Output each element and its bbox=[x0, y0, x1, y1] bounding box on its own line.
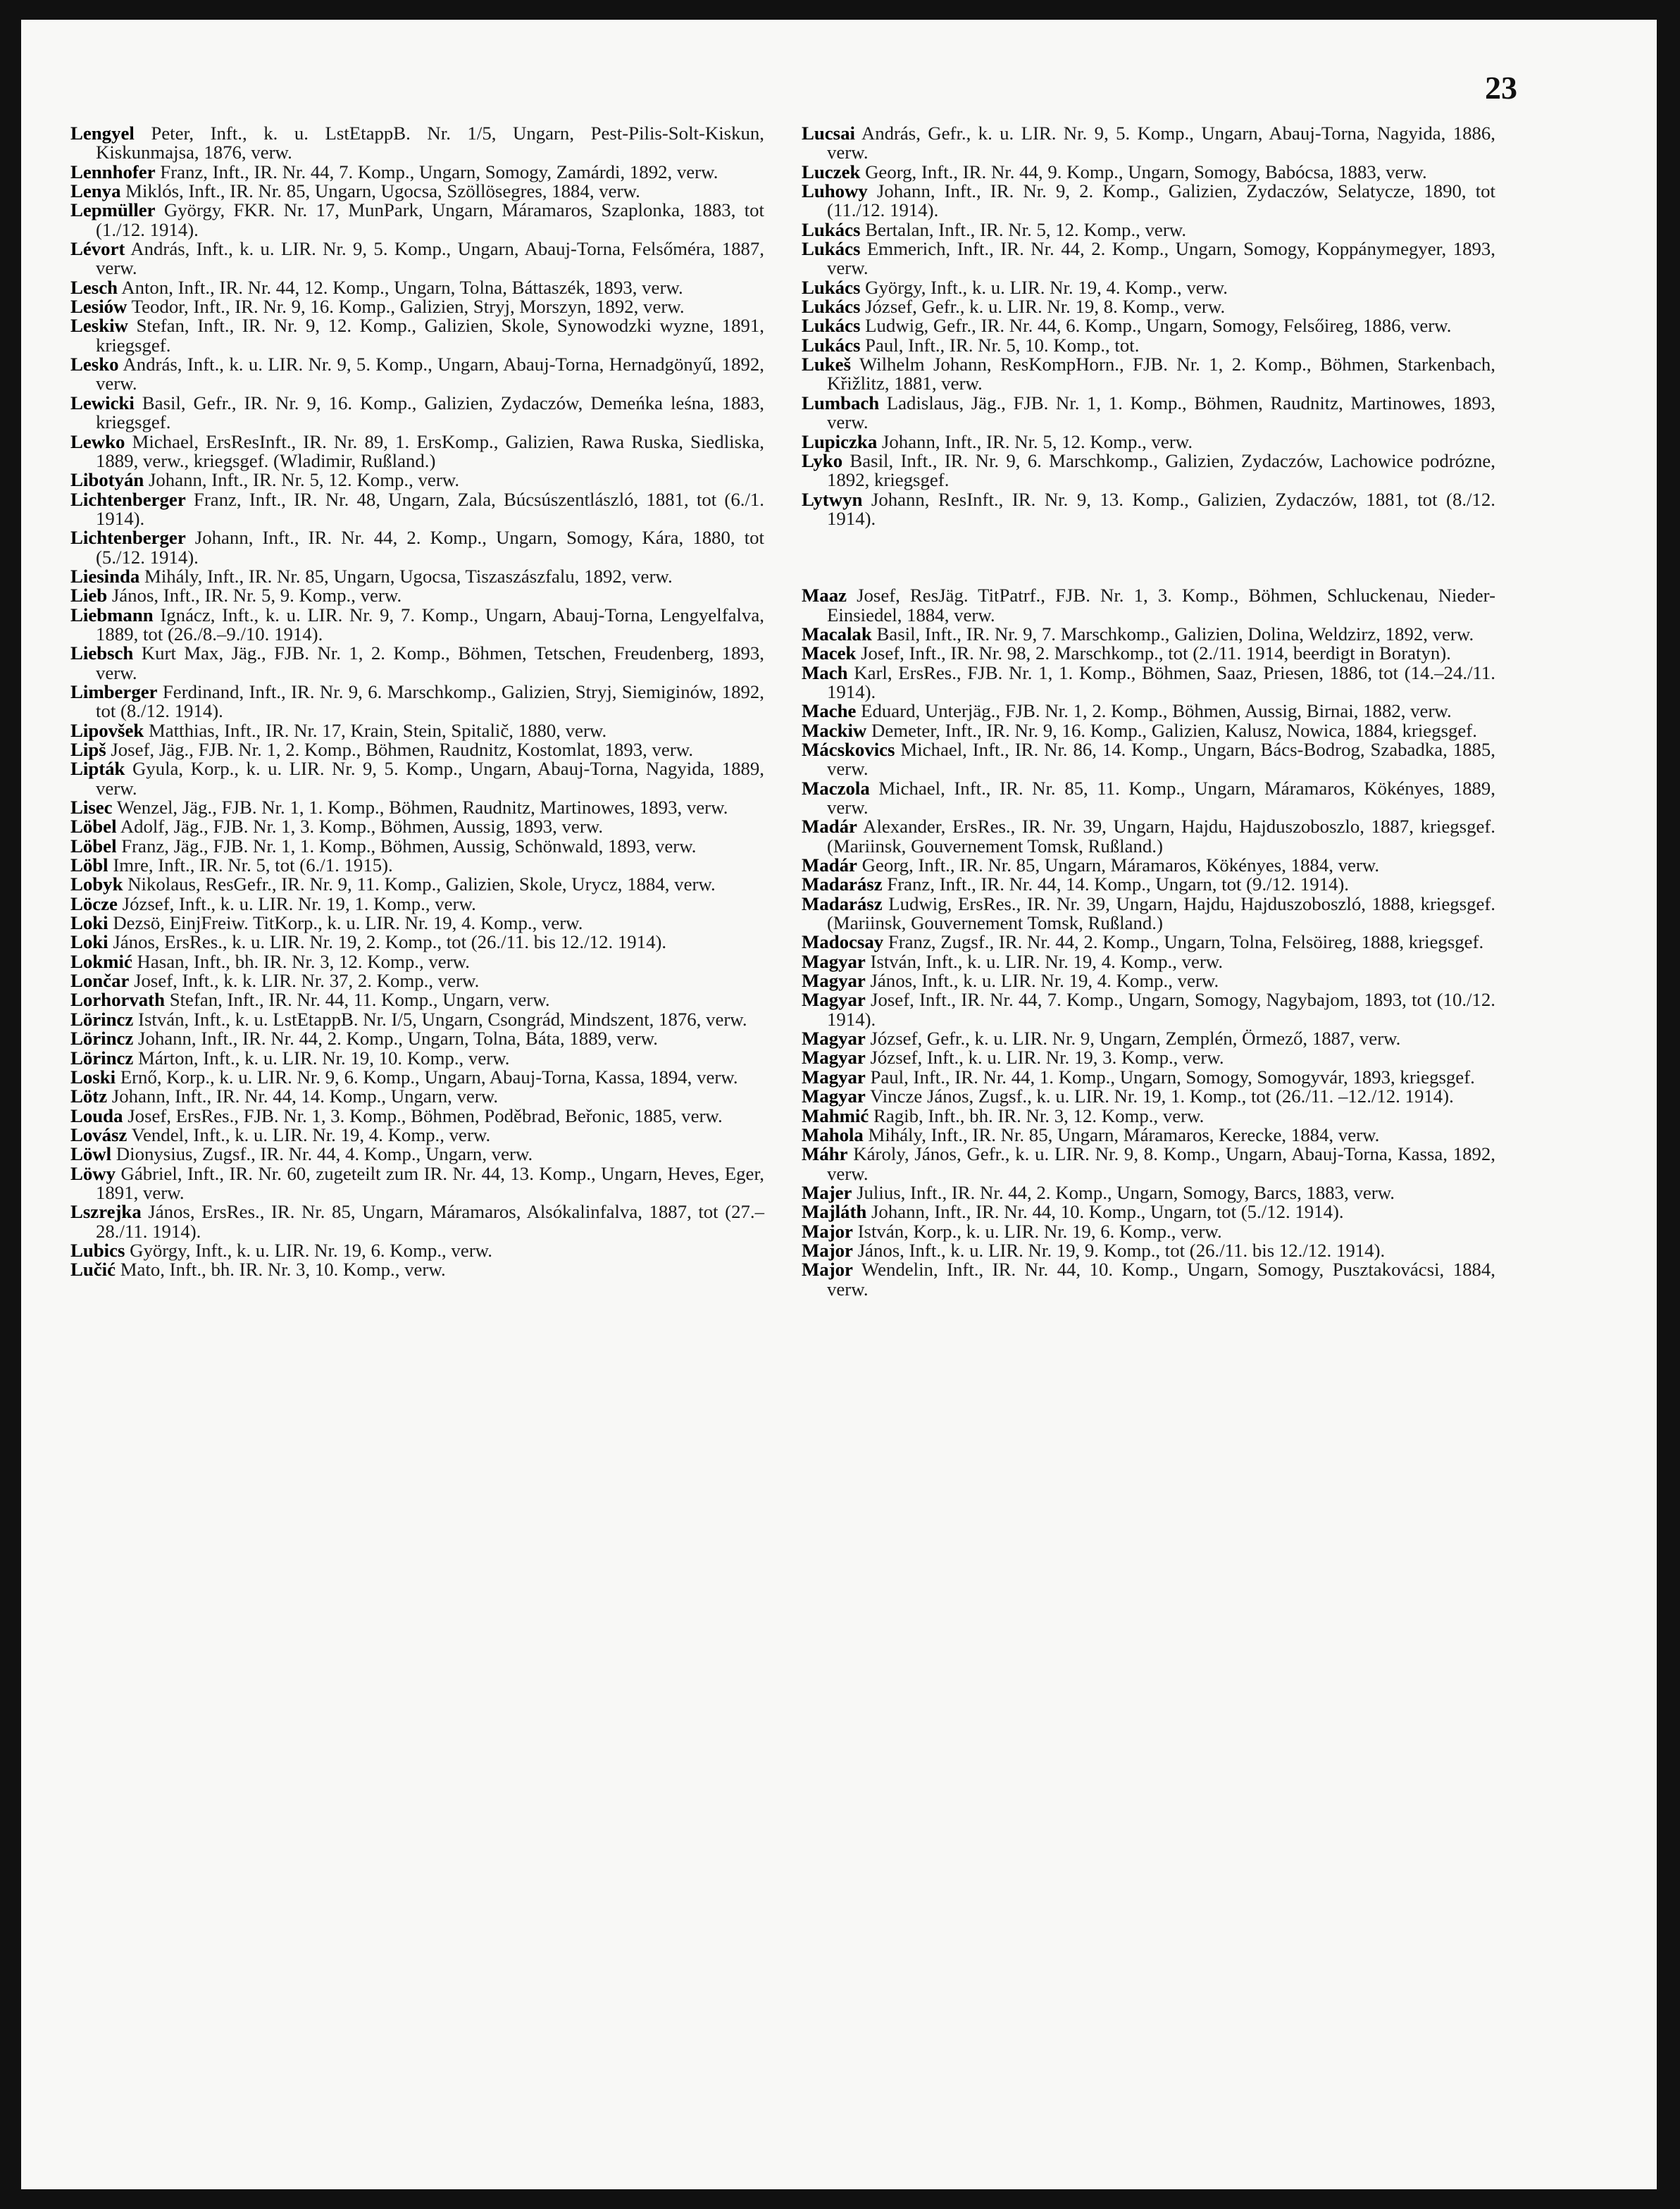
entry-details: Mihály, Inft., IR. Nr. 85, Ungarn, Máramaros, Kerecke, 1884, verw. bbox=[868, 1124, 1380, 1145]
entry-details: Paul, Inft., IR. Nr. 5, 10. Komp., tot. bbox=[865, 334, 1140, 356]
list-entry bbox=[802, 1068, 1495, 1087]
entry-details: Anton, Inft., IR. Nr. 44, 12. Komp., Ungarn, Tolna, Báttaszék, 1893, verw. bbox=[121, 276, 683, 298]
entry-surname: Lepmüller bbox=[70, 199, 156, 221]
entry-surname: Macalak bbox=[802, 623, 872, 645]
list-entry bbox=[802, 297, 1495, 316]
entry-details: Ludwig, Gefr., IR. Nr. 44, 6. Komp., Ungarn, Somogy, Felsőireg, 1886, verw. bbox=[865, 315, 1452, 337]
entry-details: Josef, Jäg., FJB. Nr. 1, 2. Komp., Böhmen, Raudnitz, Kostomlat, 1893, verw. bbox=[111, 739, 694, 760]
left-column bbox=[70, 124, 764, 1280]
entry-details: Josef, Inft., IR. Nr. 44, 7. Komp., Ungarn, Somogy, Nagybajom, 1893, tot (10./12. 1914). bbox=[827, 989, 1495, 1030]
entry-details: Demeter, Inft., IR. Nr. 9, 16. Komp., Galizien, Kalusz, Nowica, 1884, kriegsgef. bbox=[871, 719, 1477, 741]
entry-details: Julius, Inft., IR. Nr. 44, 2. Komp., Ungarn, Somogy, Barcs, 1883, verw. bbox=[857, 1181, 1395, 1203]
list-entry bbox=[802, 1145, 1495, 1183]
entry-details: Josef, ResJäg. TitPatrf., FJB. Nr. 1, 3. Komp., Böhmen, Schluckenau, Nieder-Einsiedel, 1884, verw. bbox=[827, 585, 1495, 626]
entry-surname: Lorhorvath bbox=[70, 989, 165, 1011]
entry-details: István, Inft., k. u. LIR. Nr. 19, 4. Komp., verw. bbox=[870, 950, 1224, 972]
entry-details: Michael, Inft., IR. Nr. 85, 11. Komp., Ungarn, Máramaros, Kökényes, 1889, verw. bbox=[827, 777, 1495, 818]
entry-details: Basil, Inft., IR. Nr. 9, 6. Marschkomp., Galizien, Zydaczów, Lachowice podrózne, 1892, kriegsgef. bbox=[827, 449, 1495, 491]
entry-surname: Lévort bbox=[70, 238, 125, 260]
list-entry bbox=[802, 644, 1495, 663]
entry-surname: Maaz bbox=[802, 585, 847, 606]
entry-surname: Lipták bbox=[70, 758, 125, 780]
list-entry bbox=[802, 875, 1495, 894]
list-entry bbox=[70, 644, 764, 683]
entry-details: Hasan, Inft., bh. IR. Nr. 3, 12. Komp., verw. bbox=[137, 950, 470, 972]
entry-details: Nikolaus, ResGefr., IR. Nr. 9, 11. Komp., Galizien, Skole, Urycz, 1884, verw. bbox=[127, 873, 716, 895]
entry-surname: Lončar bbox=[70, 970, 130, 992]
entry-details: János, Inft., IR. Nr. 5, 9. Komp., verw. bbox=[111, 585, 402, 606]
list-entry bbox=[70, 680, 765, 722]
entry-surname: Lokmić bbox=[70, 950, 132, 972]
entry-details: István, Korp., k. u. LIR. Nr. 19, 6. Komp., verw. bbox=[857, 1220, 1222, 1242]
entry-surname: Lewko bbox=[70, 430, 125, 452]
section-break bbox=[802, 528, 1495, 586]
list-entry bbox=[70, 355, 764, 394]
list-entry bbox=[802, 971, 1495, 990]
entry-details: Johann, Inft., IR. Nr. 5, 12. Komp., verw. bbox=[881, 430, 1193, 452]
entry-details: Johann, Inft., IR. Nr. 9, 2. Komp., Galizien, Zydaczów, Selatycze, 1890, tot (11./12. 1914). bbox=[827, 180, 1495, 221]
entry-details: András, Inft., k. u. LIR. Nr. 9, 5. Komp., Ungarn, Abauj-Torna, Felsőméra, 1887, verw. bbox=[96, 238, 764, 279]
entry-surname: Liebsch bbox=[70, 642, 134, 664]
list-entry bbox=[802, 1087, 1495, 1106]
entry-details: József, Inft., k. u. LIR. Nr. 19, 3. Komp., verw. bbox=[870, 1047, 1224, 1069]
entry-details: János, ErsRes., k. u. LIR. Nr. 19, 2. Komp., tot (26./11. bis 12./12. 1914). bbox=[113, 931, 667, 953]
entry-details: Johann, Inft., IR. Nr. 44, 14. Komp., Ungarn, verw. bbox=[111, 1085, 499, 1107]
list-entry bbox=[70, 1164, 764, 1203]
entry-surname: Mácskovics bbox=[802, 738, 895, 760]
entry-surname: Madár bbox=[802, 816, 857, 838]
entry-details: József, Gefr., k. u. LIR. Nr. 9, Ungarn, Zemplén, Örmező, 1887, verw. bbox=[870, 1028, 1401, 1050]
entry-surname: Löcze bbox=[70, 892, 118, 914]
entry-surname: Louda bbox=[70, 1104, 123, 1126]
entry-details: Franz, Jäg., FJB. Nr. 1, 1. Komp., Böhmen, Aussig, Schönwald, 1893, verw. bbox=[121, 835, 697, 857]
entry-surname: Lötz bbox=[70, 1085, 108, 1107]
list-entry bbox=[70, 914, 764, 933]
entry-details: Bertalan, Inft., IR. Nr. 5, 12. Komp., verw. bbox=[865, 218, 1187, 240]
list-entry bbox=[802, 278, 1495, 297]
entry-details: Basil, Gefr., IR. Nr. 9, 16. Komp., Galizien, Zydaczów, Demeńka leśna, 1883, kriegsgef. bbox=[96, 392, 765, 433]
entry-surname: Leskiw bbox=[70, 315, 128, 337]
list-entry bbox=[70, 759, 764, 798]
entry-surname: Lobyk bbox=[70, 873, 123, 895]
list-entry bbox=[70, 971, 764, 990]
list-entry bbox=[802, 1104, 1495, 1126]
list-entry bbox=[802, 892, 1495, 934]
list-entry bbox=[802, 182, 1495, 220]
entry-surname: Loki bbox=[70, 931, 108, 953]
list-entry bbox=[70, 952, 764, 971]
entry-surname: Limberger bbox=[70, 680, 158, 702]
entry-details: Franz, Inft., IR. Nr. 48, Ungarn, Zala, Búcsúszentlászló, 1881, tot (6./1. 1914). bbox=[96, 488, 764, 529]
entry-surname: Lörincz bbox=[70, 1028, 134, 1050]
entry-surname: Lukeš bbox=[802, 354, 852, 375]
list-entry bbox=[70, 1241, 764, 1260]
entry-surname: Lupiczka bbox=[802, 430, 878, 452]
list-entry bbox=[802, 933, 1495, 952]
list-entry bbox=[802, 856, 1495, 875]
list-entry bbox=[70, 817, 764, 836]
list-entry bbox=[802, 220, 1495, 239]
entry-surname: Lukács bbox=[802, 238, 861, 260]
entry-surname: Máhr bbox=[802, 1143, 848, 1165]
entry-surname: Löbel bbox=[70, 816, 117, 838]
entry-surname: Lszrejka bbox=[70, 1201, 142, 1223]
entry-surname: Luhowy bbox=[802, 180, 868, 202]
entry-details: Vendel, Inft., k. u. LIR. Nr. 19, 4. Komp., verw. bbox=[131, 1124, 491, 1145]
list-entry bbox=[70, 933, 764, 952]
entry-surname: Magyar bbox=[802, 950, 866, 972]
list-entry bbox=[70, 1087, 764, 1106]
list-entry bbox=[70, 1126, 764, 1145]
entry-surname: Lukács bbox=[802, 334, 861, 356]
list-entry bbox=[802, 336, 1495, 355]
entry-surname: Magyar bbox=[802, 970, 866, 992]
list-entry bbox=[70, 990, 764, 1009]
entry-surname: Lengyel bbox=[70, 123, 135, 144]
entry-details: Basil, Inft., IR. Nr. 9, 7. Marschkomp., Galizien, Dolina, Weldzirz, 1892, verw. bbox=[876, 623, 1474, 645]
list-entry bbox=[70, 239, 764, 278]
entry-surname: Lipš bbox=[70, 739, 106, 760]
list-entry bbox=[70, 586, 764, 605]
entry-surname: Lytwyn bbox=[802, 488, 863, 510]
entry-details: Adolf, Jäg., FJB. Nr. 1, 3. Komp., Böhmen, Aussig, 1893, verw. bbox=[120, 816, 604, 838]
list-entry bbox=[802, 490, 1495, 529]
entry-surname: Mahmić bbox=[802, 1104, 869, 1126]
list-entry bbox=[70, 740, 764, 759]
list-entry bbox=[70, 1049, 764, 1068]
entry-surname: Magyar bbox=[802, 1066, 866, 1088]
entry-surname: Liesinda bbox=[70, 565, 140, 587]
entry-surname: Liebmann bbox=[70, 604, 154, 626]
list-entry bbox=[70, 1010, 764, 1029]
entry-details: Karl, ErsRes., FJB. Nr. 1, 1. Komp., Böhmen, Saaz, Priesen, 1886, tot (14.–24./11. 1914). bbox=[827, 661, 1495, 702]
entry-surname: Lukács bbox=[802, 276, 861, 298]
list-entry bbox=[802, 1029, 1495, 1048]
entry-details: Gyula, Korp., k. u. LIR. Nr. 9, 5. Komp., Ungarn, Abauj-Torna, Nagyida, 1889, verw. bbox=[96, 758, 764, 799]
list-entry bbox=[802, 430, 1495, 452]
entry-surname: Löbel bbox=[70, 835, 117, 857]
entry-details: Teodor, Inft., IR. Nr. 9, 16. Komp., Galizien, Stryj, Morszyn, 1892, verw. bbox=[131, 296, 685, 318]
entry-details: Emmerich, Inft., IR. Nr. 44, 2. Komp., Ungarn, Somogy, Koppánymegyer, 1893, verw. bbox=[827, 238, 1495, 279]
entry-details: Johann, Inft., IR. Nr. 5, 12. Komp., verw. bbox=[148, 469, 460, 491]
list-entry bbox=[70, 430, 765, 471]
list-entry bbox=[802, 1241, 1495, 1260]
entry-surname: Magyar bbox=[802, 1028, 866, 1050]
document-page bbox=[21, 20, 1657, 2189]
entry-surname: Maczola bbox=[802, 777, 870, 799]
list-entry bbox=[70, 606, 764, 645]
list-entry bbox=[802, 1126, 1495, 1145]
list-entry bbox=[802, 316, 1495, 335]
list-entry bbox=[70, 316, 764, 355]
entry-surname: Lesko bbox=[70, 354, 119, 375]
list-entry bbox=[70, 201, 764, 239]
list-entry bbox=[802, 1183, 1495, 1202]
entry-details: György, Inft., k. u. LIR. Nr. 19, 4. Komp., verw. bbox=[865, 276, 1228, 298]
entry-surname: Lovász bbox=[70, 1124, 127, 1145]
list-entry bbox=[70, 1145, 764, 1164]
entry-details: Josef, Inft., k. k. LIR. Nr. 37, 2. Komp., verw. bbox=[134, 970, 480, 992]
list-entry bbox=[70, 856, 764, 875]
entry-surname: Major bbox=[802, 1259, 853, 1281]
entry-details: Peter, Inft., k. u. LstEtappB. Nr. 1/5, Ungarn, Pest-Pilis-Solt-Kiskun, Kiskunmajsa, 1876, verw. bbox=[96, 123, 764, 163]
entry-surname: Lenya bbox=[70, 180, 121, 202]
entry-details: Ragib, Inft., bh. IR. Nr. 3, 12. Komp., verw. bbox=[873, 1104, 1205, 1126]
entry-details: Alexander, ErsRes., IR. Nr. 39, Ungarn, Hajdu, Hajduszoboszlo, 1887, kriegsgef. (Mariinsk, Gouvernement Tomsk, Rußland.) bbox=[827, 816, 1495, 857]
entry-surname: Lesiów bbox=[70, 296, 127, 318]
entry-surname: Löwy bbox=[70, 1162, 116, 1184]
entry-details: Gábriel, Inft., IR. Nr. 60, zugeteilt zum IR. Nr. 44, 13. Komp., Ungarn, Heves, Eger, 1891, verw. bbox=[96, 1162, 764, 1203]
entry-details: Franz, Inft., IR. Nr. 44, 7. Komp., Ungarn, Somogy, Zamárdi, 1892, verw. bbox=[160, 161, 718, 182]
list-entry bbox=[802, 355, 1495, 394]
list-entry bbox=[802, 740, 1495, 779]
list-entry bbox=[70, 163, 764, 182]
entry-details: Paul, Inft., IR. Nr. 44, 1. Komp., Ungarn, Somogy, Somogyvár, 1893, kriegsgef. bbox=[870, 1066, 1475, 1088]
entry-details: Mihály, Inft., IR. Nr. 85, Ungarn, Ugocsa, Tiszaszászfalu, 1892, verw. bbox=[144, 565, 673, 587]
entry-surname: Mache bbox=[802, 700, 857, 722]
list-entry bbox=[70, 471, 764, 490]
list-entry bbox=[802, 817, 1495, 856]
entry-details: Eduard, Unterjäg., FJB. Nr. 1, 2. Komp., Böhmen, Aussig, Birnai, 1882, verw. bbox=[861, 700, 1452, 722]
entry-details: János, Inft., k. u. LIR. Nr. 19, 4. Komp., verw. bbox=[870, 970, 1219, 992]
entry-surname: Loski bbox=[70, 1066, 116, 1088]
entry-details: György, Inft., k. u. LIR. Nr. 19, 6. Komp., verw. bbox=[130, 1239, 492, 1261]
entry-details: Ladislaus, Jäg., FJB. Nr. 1, 1. Komp., Böhmen, Raudnitz, Martinowes, 1893, verw. bbox=[827, 392, 1495, 433]
entry-surname: Lichtenberger bbox=[70, 488, 186, 510]
list-entry bbox=[70, 1104, 764, 1126]
entry-details: András, Gefr., k. u. LIR. Nr. 9, 5. Komp., Ungarn, Abauj-Torna, Nagyida, 1886, verw. bbox=[827, 123, 1495, 163]
entry-details: Stefan, Inft., IR. Nr. 44, 11. Komp., Ungarn, verw. bbox=[169, 989, 550, 1011]
entry-details: Johann, ResInft., IR. Nr. 9, 13. Komp., Galizien, Zydaczów, 1881, tot (8./12. 1914). bbox=[827, 488, 1495, 529]
entry-details: Wilhelm Johann, ResKompHorn., FJB. Nr. 1, 2. Komp., Böhmen, Starkenbach, Křižlitz, 1881, verw. bbox=[827, 354, 1495, 394]
entry-details: Johann, Inft., IR. Nr. 44, 2. Komp., Ungarn, Tolna, Báta, 1889, verw. bbox=[138, 1028, 658, 1050]
entry-surname: Magyar bbox=[802, 989, 866, 1011]
list-entry bbox=[70, 1260, 764, 1279]
entry-surname: Mahola bbox=[802, 1124, 864, 1145]
entry-surname: Lyko bbox=[802, 449, 843, 471]
list-entry bbox=[70, 798, 764, 817]
entry-surname: Mach bbox=[802, 661, 848, 683]
list-entry bbox=[802, 239, 1495, 278]
entry-surname: Lichtenberger bbox=[70, 527, 186, 549]
list-entry bbox=[802, 702, 1495, 721]
entry-surname: Major bbox=[802, 1220, 853, 1242]
entry-surname: Lipovšek bbox=[70, 719, 144, 741]
entry-details: Kurt Max, Jäg., FJB. Nr. 1, 2. Komp., Böhmen, Tetschen, Freudenberg, 1893, verw. bbox=[96, 642, 765, 683]
entry-surname: Lesch bbox=[70, 276, 118, 298]
entry-details: Márton, Inft., k. u. LIR. Nr. 19, 10. Komp., verw. bbox=[138, 1047, 510, 1069]
list-entry bbox=[70, 567, 764, 586]
entry-details: János, Inft., k. u. LIR. Nr. 19, 9. Komp., tot (26./11. bis 12./12. 1914). bbox=[857, 1239, 1386, 1261]
list-entry bbox=[70, 837, 764, 856]
list-entry bbox=[70, 297, 764, 316]
entry-surname: Lennhofer bbox=[70, 161, 156, 182]
entry-surname: Libotyán bbox=[70, 469, 144, 491]
entry-details: Imre, Inft., IR. Nr. 5, tot (6./1. 1915). bbox=[113, 854, 393, 876]
entry-surname: Lubics bbox=[70, 1239, 125, 1261]
list-entry bbox=[70, 182, 764, 201]
entry-details: István, Inft., k. u. LstEtappB. Nr. I/5, Ungarn, Csongrád, Mindszent, 1876, verw. bbox=[138, 1008, 747, 1030]
entry-details: Vincze János, Zugsf., k. u. LIR. Nr. 19, 1. Komp., tot (26./11. –12./12. 1914). bbox=[870, 1085, 1454, 1107]
entry-details: Matthias, Inft., IR. Nr. 17, Krain, Stein, Spitalič, 1880, verw. bbox=[148, 719, 607, 741]
entry-surname: Löbl bbox=[70, 854, 108, 876]
list-entry bbox=[70, 124, 764, 163]
entry-surname: Lisec bbox=[70, 797, 113, 819]
entry-surname: Madarász bbox=[802, 873, 883, 895]
list-entry bbox=[802, 990, 1495, 1029]
list-entry bbox=[802, 1048, 1495, 1067]
entry-details: Dezsö, EinjFreiw. TitKorp., k. u. LIR. Nr. 19, 4. Komp., verw. bbox=[113, 912, 583, 934]
list-entry bbox=[70, 721, 764, 740]
entry-details: József, Inft., k. u. LIR. Nr. 19, 1. Komp., verw. bbox=[122, 892, 476, 914]
entry-details: Ignácz, Inft., k. u. LIR. Nr. 9, 7. Komp., Ungarn, Abauj-Torna, Lengyelfalva, 1889, tot (26./8.–9./10. 1914). bbox=[96, 604, 764, 645]
list-entry bbox=[802, 449, 1495, 491]
entry-surname: Majer bbox=[802, 1181, 852, 1203]
entry-details: Ludwig, ErsRes., IR. Nr. 39, Ungarn, Hajdu, Hajduszoboszló, 1888, kriegsgef. (Mariinsk, Gouvernement Tomsk, Rußland.) bbox=[827, 892, 1495, 934]
entry-details: György, FKR. Nr. 17, MunPark, Ungarn, Máramaros, Szaplonka, 1883, tot (1./12. 1914). bbox=[96, 199, 764, 240]
list-entry bbox=[802, 163, 1495, 182]
list-entry bbox=[802, 721, 1495, 740]
entry-details: Károly, János, Gefr., k. u. LIR. Nr. 9, 8. Komp., Ungarn, Abauj-Torna, Kassa, 1892, verw. bbox=[827, 1143, 1495, 1184]
entry-surname: Lewicki bbox=[70, 392, 135, 413]
entry-details: Franz, Inft., IR. Nr. 44, 14. Komp., Ungarn, tot (9./12. 1914). bbox=[887, 873, 1350, 895]
entry-surname: Lukács bbox=[802, 296, 861, 318]
entry-details: Wenzel, Jäg., FJB. Nr. 1, 1. Komp., Böhmen, Raudnitz, Martinowes, 1893, verw. bbox=[116, 797, 728, 819]
entry-details: Wendelin, Inft., IR. Nr. 44, 10. Komp., Ungarn, Somogy, Pusztakovácsi, 1884, verw. bbox=[827, 1259, 1495, 1300]
list-entry bbox=[802, 1202, 1495, 1221]
entry-surname: Lörincz bbox=[70, 1047, 134, 1069]
entry-details: Dionysius, Zugsf., IR. Nr. 44, 4. Komp., Ungarn, verw. bbox=[116, 1143, 533, 1165]
entry-surname: Macek bbox=[802, 642, 857, 664]
list-entry bbox=[802, 779, 1495, 818]
list-entry bbox=[70, 278, 764, 297]
entry-surname: Loki bbox=[70, 912, 108, 934]
right-column bbox=[802, 124, 1495, 1299]
entry-surname: Lieb bbox=[70, 585, 108, 606]
list-entry bbox=[70, 528, 764, 567]
entry-details: József, Gefr., k. u. LIR. Nr. 19, 8. Komp., verw. bbox=[865, 296, 1226, 318]
list-entry bbox=[802, 586, 1495, 625]
entry-surname: Magyar bbox=[802, 1085, 866, 1107]
entry-surname: Lucsai bbox=[802, 123, 855, 144]
list-entry bbox=[70, 490, 764, 529]
list-entry bbox=[802, 952, 1495, 971]
entry-details: Josef, ErsRes., FJB. Nr. 1, 3. Komp., Böhmen, Poděbrad, Beřonic, 1885, verw. bbox=[127, 1104, 723, 1126]
list-entry bbox=[70, 875, 764, 894]
entry-details: Ernő, Korp., k. u. LIR. Nr. 9, 6. Komp., Ungarn, Abauj-Torna, Kassa, 1894, verw. bbox=[120, 1066, 738, 1088]
entry-surname: Magyar bbox=[802, 1047, 866, 1069]
list-entry bbox=[70, 892, 764, 914]
list-entry bbox=[70, 1068, 764, 1087]
entry-surname: Madarász bbox=[802, 892, 883, 914]
entry-surname: Mackiw bbox=[802, 719, 867, 741]
entry-details: Georg, Inft., IR. Nr. 44, 9. Komp., Ungarn, Somogy, Babócsa, 1883, verw. bbox=[865, 161, 1427, 182]
entry-details: Franz, Zugsf., IR. Nr. 44, 2. Komp., Ungarn, Tolna, Felsöireg, 1888, kriegsgef. bbox=[888, 931, 1484, 953]
list-entry bbox=[802, 1222, 1495, 1241]
entry-details: Johann, Inft., IR. Nr. 44, 10. Komp., Ungarn, tot (5./12. 1914). bbox=[871, 1201, 1344, 1223]
entry-details: Stefan, Inft., IR. Nr. 9, 12. Komp., Galizien, Skole, Synowodzki wyzne, 1891, kriegsgef. bbox=[96, 315, 764, 356]
entry-surname: Luczek bbox=[802, 161, 861, 182]
entry-surname: Major bbox=[802, 1239, 853, 1261]
entry-details: András, Inft., k. u. LIR. Nr. 9, 5. Komp., Ungarn, Abauj-Torna, Hernadgönyű, 1892, verw. bbox=[96, 354, 764, 394]
entry-details: Michael, ErsResInft., IR. Nr. 89, 1. ErsKomp., Galizien, Rawa Ruska, Siedliska, 1889, verw., kriegsgef. (Wladimir, Rußland.) bbox=[96, 430, 765, 471]
entry-surname: Lučić bbox=[70, 1259, 116, 1281]
entry-details: Johann, Inft., IR. Nr. 44, 2. Komp., Ungarn, Somogy, Kára, 1880, tot (5./12. 1914). bbox=[96, 527, 764, 568]
page-number: 23 bbox=[1485, 70, 1517, 106]
list-entry bbox=[802, 394, 1495, 433]
entry-surname: Madár bbox=[802, 854, 857, 876]
list-entry bbox=[70, 1202, 764, 1241]
entry-surname: Löwl bbox=[70, 1143, 112, 1165]
entry-surname: Majláth bbox=[802, 1201, 867, 1223]
entry-surname: Lörincz bbox=[70, 1008, 134, 1030]
entry-details: Michael, Inft., IR. Nr. 86, 14. Komp., Ungarn, Bács-Bodrog, Szabadka, 1885, verw. bbox=[827, 738, 1495, 780]
entry-surname: Lukács bbox=[802, 218, 861, 240]
entry-details: Georg, Inft., IR. Nr. 85, Ungarn, Máramaros, Kökényes, 1884, verw. bbox=[861, 854, 1380, 876]
list-entry bbox=[802, 625, 1495, 644]
entry-details: Mato, Inft., bh. IR. Nr. 3, 10. Komp., verw. bbox=[120, 1259, 446, 1281]
entry-details: Ferdinand, Inft., IR. Nr. 9, 6. Marschkomp., Galizien, Stryj, Siemiginów, 1892, tot (8./12. 1914). bbox=[96, 680, 765, 722]
entry-surname: Lumbach bbox=[802, 392, 880, 413]
entry-details: Miklós, Inft., IR. Nr. 85, Ungarn, Ugocsa, Szöllösegres, 1884, verw. bbox=[125, 180, 640, 202]
entry-surname: Madocsay bbox=[802, 931, 884, 953]
entry-details: János, ErsRes., IR. Nr. 85, Ungarn, Máramaros, Alsókalinfalva, 1887, tot (27.–28./11. 1914). bbox=[96, 1201, 764, 1242]
list-entry bbox=[802, 1260, 1495, 1299]
list-entry bbox=[70, 394, 764, 433]
list-entry bbox=[802, 661, 1495, 702]
list-entry bbox=[802, 124, 1495, 163]
entry-details: Josef, Inft., IR. Nr. 98, 2. Marschkomp., tot (2./11. 1914, beerdigt in Boratyn). bbox=[861, 642, 1451, 664]
entry-surname: Lukács bbox=[802, 315, 861, 337]
list-entry bbox=[70, 1029, 764, 1048]
